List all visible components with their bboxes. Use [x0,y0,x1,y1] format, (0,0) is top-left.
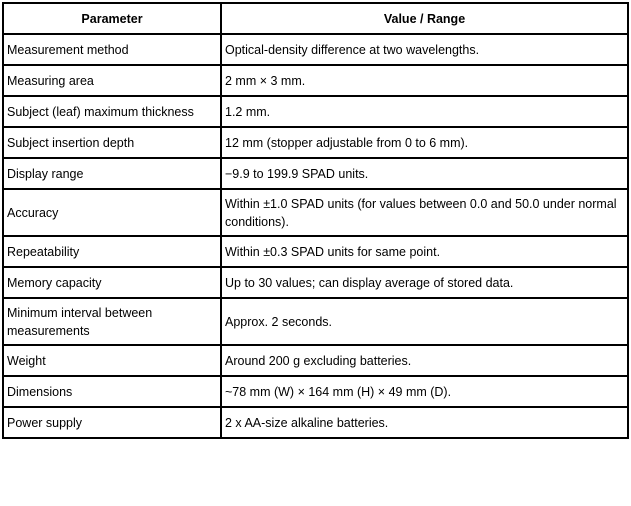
param-cell: Accuracy [3,189,221,236]
table-row [3,345,628,376]
value-cell: Approx. 2 seconds. [221,298,628,345]
param-cell: Power supply [3,407,221,438]
value-cell: 2 mm × 3 mm. [221,65,628,96]
param-cell: Measuring area [3,65,221,96]
value-cell: Around 200 g excluding batteries. [221,345,628,376]
param-cell: Weight [3,345,221,376]
value-cell: Within ±0.3 SPAD units for same point. [221,236,628,267]
value-cell: 2 x AA-size alkaline batteries. [221,407,628,438]
table-row [3,298,628,345]
table-row [3,34,628,65]
value-cell: 12 mm (stopper adjustable from 0 to 6 mm). [221,127,628,158]
table-row [3,65,628,96]
value-cell: Up to 30 values; can display average of stored data. [221,267,628,298]
param-cell: Repeatability [3,236,221,267]
param-cell: Subject insertion depth [3,127,221,158]
header-value: Value / Range [221,3,628,34]
param-cell: Measurement method [3,34,221,65]
table-row [3,127,628,158]
value-cell: 1.2 mm. [221,96,628,127]
header-parameter: Parameter [3,3,221,34]
value-cell: ~78 mm (W) × 164 mm (H) × 49 mm (D). [221,376,628,407]
param-cell: Subject (leaf) maximum thickness [3,96,221,127]
value-cell: Within ±1.0 SPAD units (for values between 0.0 and 50.0 under normal conditions). [221,189,628,236]
table-row [3,96,628,127]
table-row [3,407,628,438]
value-cell: −9.9 to 199.9 SPAD units. [221,158,628,189]
param-cell: Display range [3,158,221,189]
table-row [3,189,628,236]
value-cell: Optical-density difference at two wavelengths. [221,34,628,65]
param-cell: Minimum interval between measurements [3,298,221,345]
spec-table [2,2,629,439]
param-cell: Dimensions [3,376,221,407]
table-header-row [3,3,628,34]
param-cell: Memory capacity [3,267,221,298]
table-row [3,236,628,267]
table-row [3,158,628,189]
table-row [3,267,628,298]
table-row [3,376,628,407]
